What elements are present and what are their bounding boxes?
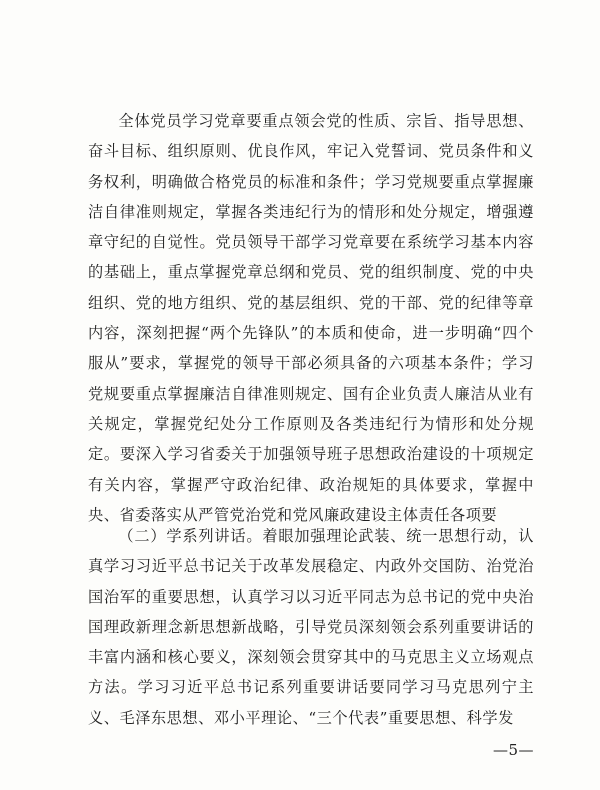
body-paragraph-series-speeches — [88, 521, 534, 733]
section-body-study-speeches: 着眼加强理论武装、统一思想行动，认真学习习近平总书记关于改革发展稳定、内政外交国防、治党治国治军的重要思想，认真学习以习近平同志为总书记的党中央治国理政新理念新思想新战略，引导党员深刻领会系列重要讲话的丰富内涵和核心要义，深刻领会贯穿其中的马克思主义立场观点方法。学习习近平总书记系列重要讲话要同学习马克思列宁主义、毛泽东思想、邓小平理论、“三个代表”重要思想、科学发 — [88, 527, 534, 727]
body-paragraph-party-constitution: 全体党员学习党章要重点领会党的性质、宗旨、指导思想、奋斗目标、组织原则、优良作风，牢记入党誓词、党员条件和义务权利，明确做合格党员的标准和条件；学习党规要重点掌握廉洁自律准则规定，掌握各类违纪行为的情形和处分规定，增强遵章守纪的自觉性。党员领导干部学习党章要在系统学习基本内容的基础上，重点掌握党章总纲和党员、党的组织制度、党的中央组织、党的地方组织、党的基层组织、党的干部、党的纪律等章内容，深刻把握“两个先锋队”的本质和使命，进一步明确“四个服从”要求，掌握党的领导干部必须具备的六项基本条件；学习党规要重点掌握廉洁自律准则规定、国有企业负责人廉洁从业有关规定，掌握党纪处分工作原则及各类违纪行为情形和处分规定。要深入学习省委关于加强领导班子思想政治建设的十项规定有关内容，掌握严守政治纪律、政治规矩的具体要求，掌握中央、省委落实从严管党治党和党风廉政建设主体责任各项要 — [88, 112, 534, 524]
section-heading-study-speeches: （二）学系列讲话。 — [118, 527, 263, 545]
page-number: —5— — [493, 741, 535, 759]
